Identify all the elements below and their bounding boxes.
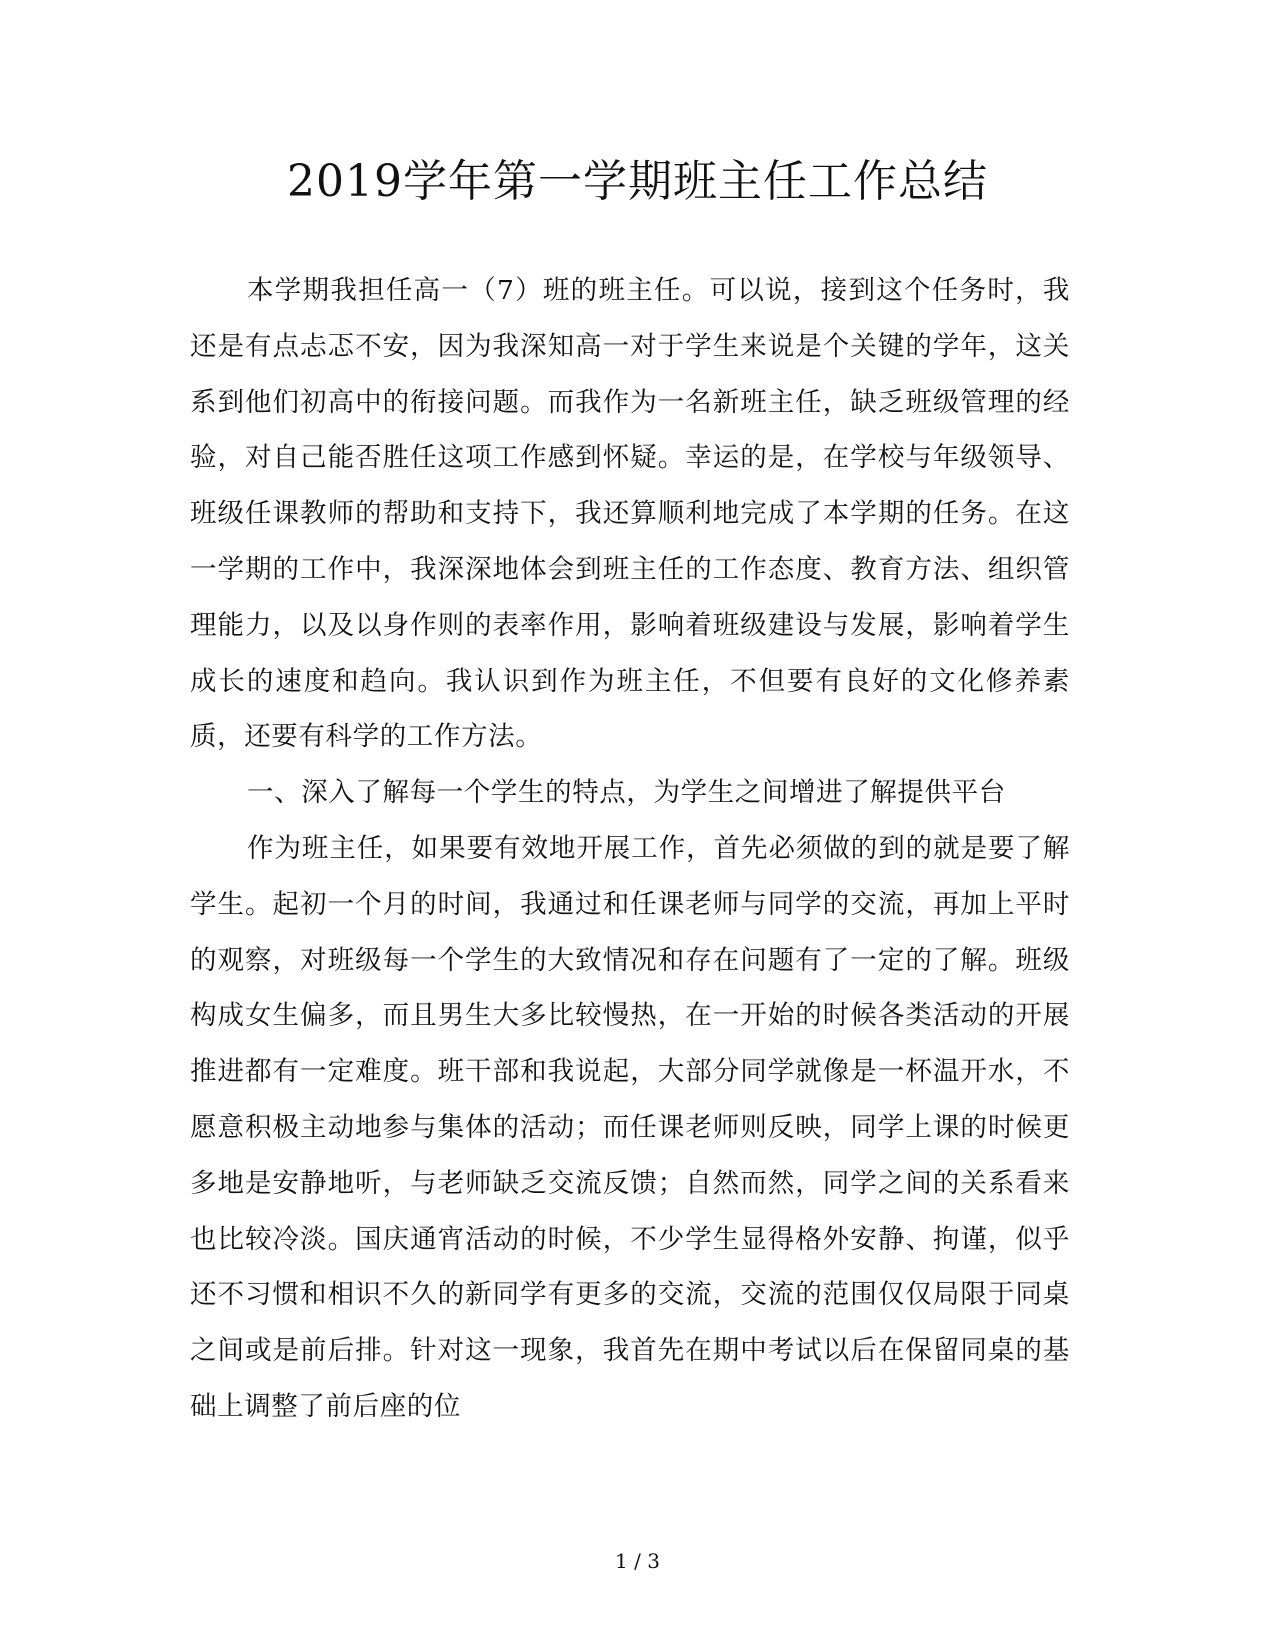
section-heading-1: 一、深入了解每一个学生的特点，为学生之间增进了解提供平台 [247, 777, 1006, 809]
page-number: 1 / 3 [615, 1549, 660, 1573]
document-body [190, 263, 1070, 1435]
document-title: 2019学年第一学期班主任工作总结 [287, 156, 988, 207]
paragraph-section-1: 作为班主任，如果要有效地开展工作，首先必须做的到的就是要了解学生。起初一个月的时间，我通过和任课老师与同学的交流，再加上平时的观察，对班级每一个学生的大致情况和存在问题有了一定的了解。班级构成女生偏多，而且男生大多比较慢热，在一开始的时候各类活动的开展推进都有一定难度。班干部和我说起，大部分同学就像是一杯温开水，不愿意积极主动地参与集体的活动；而任课老师则反映，同学上课的时候更多地是安静地听，与老师缺乏交流反馈；自然而然，同学之间的关系看来也比较冷淡。国庆通宵活动的时候，不少学生显得格外安静、拘谨，似乎还不习惯和相识不久的新同学有更多的交流，交流的范围仅仅局限于同桌之间或是前后排。针对这一现象，我首先在期中考试以后在保留同桌的基础上调整了前后座的位 [190, 832, 1070, 1422]
paragraph-intro: 本学期我担任高一（7）班的班主任。可以说，接到这个任务时，我还是有点忐忑不安，因为我深知高一对于学生来说是个关键的学年，这关系到他们初高中的衔接问题。而我作为一名新班主任，缺乏班级管理的经验，对自己能否胜任这项工作感到怀疑。幸运的是，在学校与年级领导、班级任课教师的帮助和支持下，我还算顺利地完成了本学期的任务。在这一学期的工作中，我深深地体会到班主任的工作态度、教育方法、组织管理能力，以及以身作则的表率作用，影响着班级建设与发展，影响着学生成长的速度和趋向。我认识到作为班主任，不但要有良好的文化修养素质，还要有科学的工作方法。 [190, 275, 1070, 753]
